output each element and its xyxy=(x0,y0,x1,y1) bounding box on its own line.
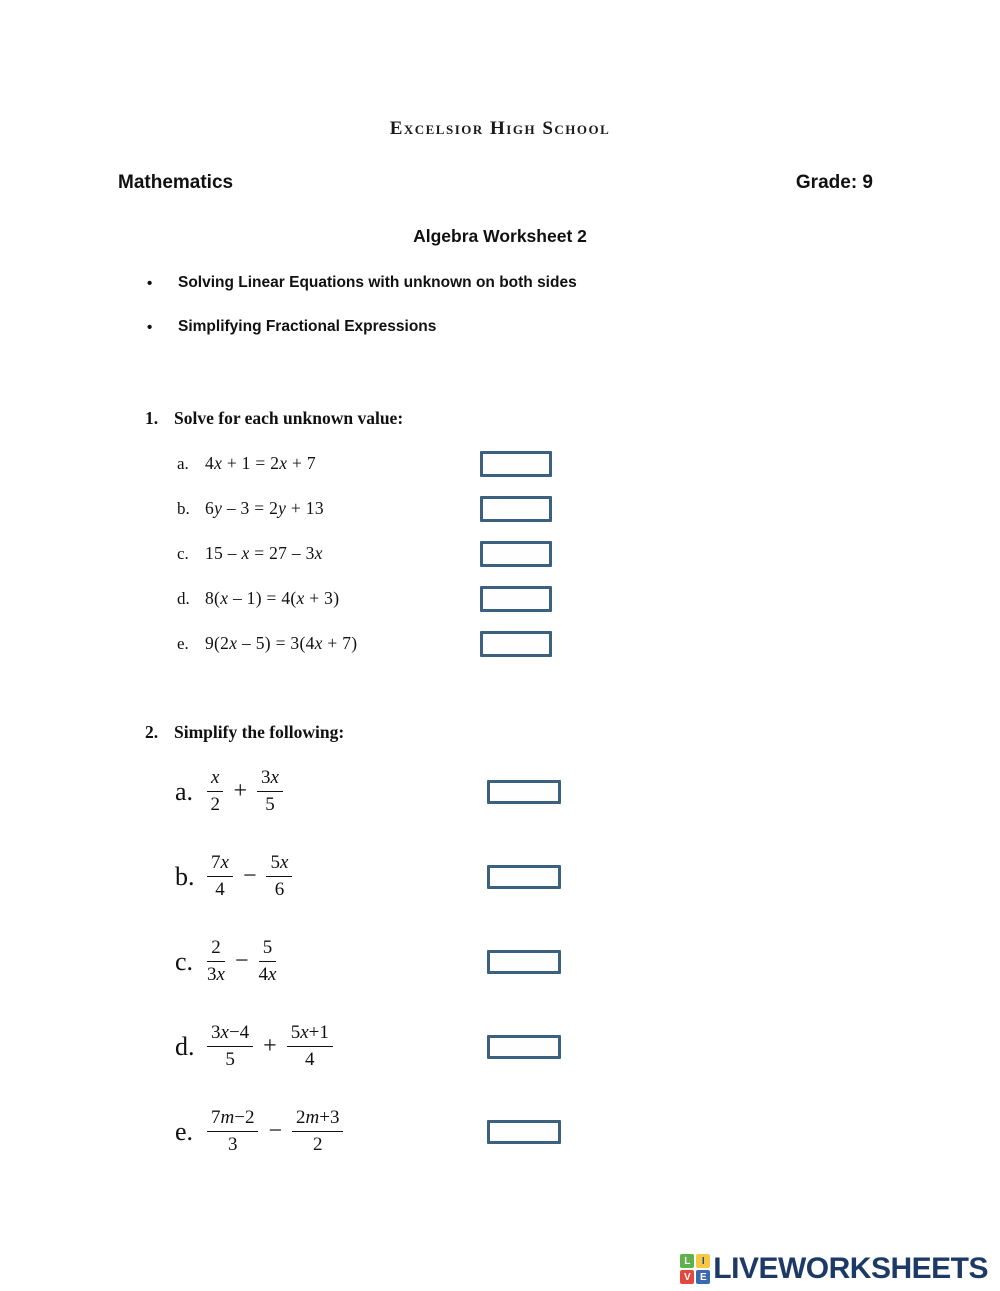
answer-input[interactable] xyxy=(487,1120,561,1144)
numerator: 5 xyxy=(259,937,277,962)
section-number: 1. xyxy=(145,408,159,428)
school-name: Excelsior High School xyxy=(389,118,611,139)
denominator: 5 xyxy=(225,1049,235,1070)
problem-row xyxy=(145,919,705,1004)
fraction-1 xyxy=(207,1022,253,1071)
problem-row xyxy=(145,441,705,486)
numerator: 5x+1 xyxy=(287,1022,333,1047)
problem-label: b. xyxy=(175,861,195,891)
subject-label: Mathematics xyxy=(118,172,234,193)
topic-label: Simplifying Fractional Expressions xyxy=(178,318,437,335)
equation-text: 4x + 1 = 2x + 7 xyxy=(205,453,316,473)
problem-row xyxy=(145,1089,705,1174)
answer-input[interactable] xyxy=(480,496,552,522)
equation-text: 15 – x = 27 – 3x xyxy=(205,543,323,563)
logo-tile-i: I xyxy=(696,1254,710,1268)
operator: + xyxy=(233,778,247,804)
fraction-1 xyxy=(207,937,225,986)
fraction-2 xyxy=(257,767,283,816)
operator: − xyxy=(268,1118,282,1144)
problem-row xyxy=(145,1004,705,1089)
fraction-2 xyxy=(266,852,292,901)
problem-row xyxy=(145,576,705,621)
denominator: 3x xyxy=(207,964,225,985)
section-number: 2. xyxy=(145,722,159,742)
logo-tile-e: E xyxy=(696,1270,710,1284)
bullet-icon: • xyxy=(147,275,153,292)
section-heading-text: Solve for each unknown value: xyxy=(174,408,404,428)
logo-tile-l: L xyxy=(680,1254,694,1268)
liveworksheets-wordmark: LIVEWORKSHEETS xyxy=(713,1252,988,1285)
denominator: 5 xyxy=(265,794,275,815)
denominator: 2 xyxy=(312,1134,323,1155)
numerator: 3x−4 xyxy=(207,1022,253,1047)
operator: − xyxy=(234,948,249,974)
problem-label: b. xyxy=(177,498,190,518)
problem-label: d. xyxy=(177,588,190,608)
liveworksheets-logo[interactable] xyxy=(680,1252,988,1286)
problem-label: c. xyxy=(175,946,194,976)
problem-label: e. xyxy=(177,633,189,653)
problem-label: a. xyxy=(177,453,189,473)
numerator: 3x xyxy=(257,767,283,792)
section-heading-text: Simplify the following: xyxy=(174,722,345,742)
numerator: x xyxy=(207,767,223,792)
subject-row xyxy=(118,172,873,194)
numerator: 7x xyxy=(207,852,233,877)
problem-label: d. xyxy=(175,1031,195,1061)
answer-input[interactable] xyxy=(480,541,552,567)
problem-label: e. xyxy=(175,1116,194,1146)
topic-item-fractional-expressions xyxy=(145,318,577,336)
bullet-icon: • xyxy=(147,319,153,336)
topic-item-linear-equations xyxy=(145,274,577,292)
numerator: 7m−2 xyxy=(207,1107,258,1132)
liveworksheets-tiles-icon xyxy=(680,1254,710,1284)
problem-row xyxy=(145,486,705,531)
problem-row xyxy=(145,834,705,919)
problem-label: c. xyxy=(177,543,189,563)
section-solve-equations xyxy=(145,408,705,666)
section-heading xyxy=(145,722,705,743)
problem-label: a. xyxy=(175,776,194,806)
answer-input[interactable] xyxy=(487,1035,561,1059)
problem-row xyxy=(145,531,705,576)
equation-text: 6y – 3 = 2y + 13 xyxy=(205,498,324,518)
numerator: 5x xyxy=(266,852,292,877)
fraction-problems xyxy=(145,749,705,1174)
denominator: 4x xyxy=(258,964,277,985)
operator: − xyxy=(242,863,257,889)
answer-input[interactable] xyxy=(480,586,552,612)
fraction-1 xyxy=(207,852,233,901)
numerator: 2 xyxy=(207,937,225,962)
section-heading xyxy=(145,408,705,429)
fraction-2 xyxy=(292,1107,343,1156)
numerator: 2m+3 xyxy=(292,1107,343,1132)
answer-input[interactable] xyxy=(487,950,561,974)
denominator: 6 xyxy=(274,879,285,900)
denominator: 2 xyxy=(210,794,220,815)
problem-row xyxy=(145,749,705,834)
denominator: 3 xyxy=(227,1134,238,1155)
worksheet-title: Algebra Worksheet 2 xyxy=(413,226,587,246)
logo-tile-v: V xyxy=(680,1270,694,1284)
fraction-2 xyxy=(258,937,276,986)
answer-input[interactable] xyxy=(487,865,561,889)
problem-row xyxy=(145,621,705,666)
equation-text: 9(2x – 5) = 3(4x + 7) xyxy=(205,633,358,653)
fraction-1 xyxy=(207,1107,258,1156)
equation-problems xyxy=(145,441,705,666)
fraction-2 xyxy=(287,1022,333,1071)
answer-input[interactable] xyxy=(480,631,552,657)
answer-input[interactable] xyxy=(480,451,552,477)
denominator: 4 xyxy=(305,1049,315,1070)
grade-label: Grade: 9 xyxy=(795,172,873,193)
answer-input[interactable] xyxy=(487,780,561,804)
denominator: 4 xyxy=(215,879,225,900)
equation-text: 8(x – 1) = 4(x + 3) xyxy=(205,588,340,608)
section-simplify-fractions xyxy=(145,722,705,1174)
topic-label: Solving Linear Equations with unknown on both sides xyxy=(178,274,577,291)
fraction-1 xyxy=(207,767,223,816)
topics-list xyxy=(145,274,577,362)
operator: + xyxy=(263,1033,277,1059)
